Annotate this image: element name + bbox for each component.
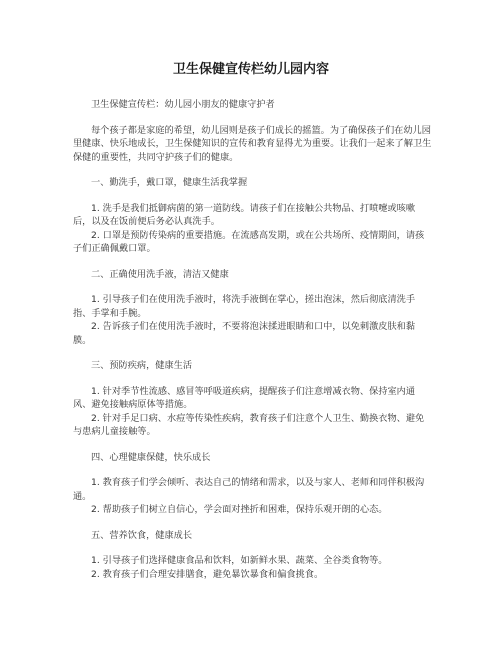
section-item: 1. 针对季节性流感、感冒等呼吸道疾病，提醒孩子们注意增减衣物、保持室内通风、避免接触病原体等措施。 bbox=[73, 385, 416, 410]
section-item: 2. 告诉孩子们在使用洗手液时，不要将泡沫揉进眼睛和口中，以免刺激皮肤和黏膜。 bbox=[73, 321, 416, 346]
section-item: 1. 引导孩子们在使用洗手液时，将洗手液倒在掌心，搓出泡沫，然后彻底清洗手指、手掌和手腕。 bbox=[73, 294, 416, 319]
section-item: 1. 引导孩子们选择健康食品和饮料，如新鲜水果、蔬菜、全谷类食物等。 bbox=[91, 555, 388, 566]
document-subtitle: 卫生保健宣传栏：幼儿园小朋友的健康守护者 bbox=[91, 99, 275, 110]
section-item: 2. 针对手足口病、水痘等传染性疾病，教育孩子们注意个人卫生、勤换衣物、避免与患病儿童接触等。 bbox=[73, 412, 425, 437]
section-heading: 四、心理健康保健，快乐成长 bbox=[91, 451, 211, 463]
section-item: 1. 洗手是我们抵御病菌的第一道防线。请孩子们在接触公共物品、打喷嚏或咳嗽后，以及在饭前便后务必认真洗手。 bbox=[73, 202, 416, 227]
section-heading: 三、预防疾病，健康生活 bbox=[91, 360, 193, 371]
section-mental-health bbox=[73, 451, 433, 517]
document-title: 卫生保健宣传栏幼儿园内容 bbox=[172, 62, 329, 77]
section-item: 1. 教育孩子们学会倾听、表达自己的情绪和需求，以及与家人、老师和同伴积极沟通。 bbox=[73, 477, 425, 502]
section-item: 2. 帮助孩子们树立自信心，学会面对挫折和困难，保持乐观开朗的心态。 bbox=[91, 504, 388, 515]
intro-paragraph: 每个孩子都是家庭的希望，幼儿园则是孩子们成长的摇篮。为了确保孩子们在幼儿园里健康、快乐地成长，卫生保健知识的宣传和教育显得尤为重要。让我们一起来了解卫生保健的重要性，共同守护孩子们的健康。 bbox=[73, 124, 432, 163]
section-heading: 一、勤洗手，戴口罩，健康生活我掌握 bbox=[91, 177, 248, 188]
section-handwashing bbox=[73, 176, 433, 256]
section-heading: 二、正确使用洗手液，清洁又健康 bbox=[91, 268, 229, 280]
section-hand-sanitizer bbox=[73, 268, 433, 348]
section-item: 2. 口罩是预防传染病的重要措施。在流感高发期，或在公共场所、疫情期间，请孩子们正确佩戴口罩。 bbox=[73, 229, 425, 254]
section-item: 2. 教育孩子们合理安排膳食，避免暴饮暴食和偏食挑食。 bbox=[91, 568, 324, 580]
document-body bbox=[73, 98, 433, 593]
section-heading: 五、营养饮食，健康成长 bbox=[91, 529, 193, 541]
section-disease-prevention bbox=[73, 359, 433, 439]
section-nutrition bbox=[73, 529, 433, 582]
